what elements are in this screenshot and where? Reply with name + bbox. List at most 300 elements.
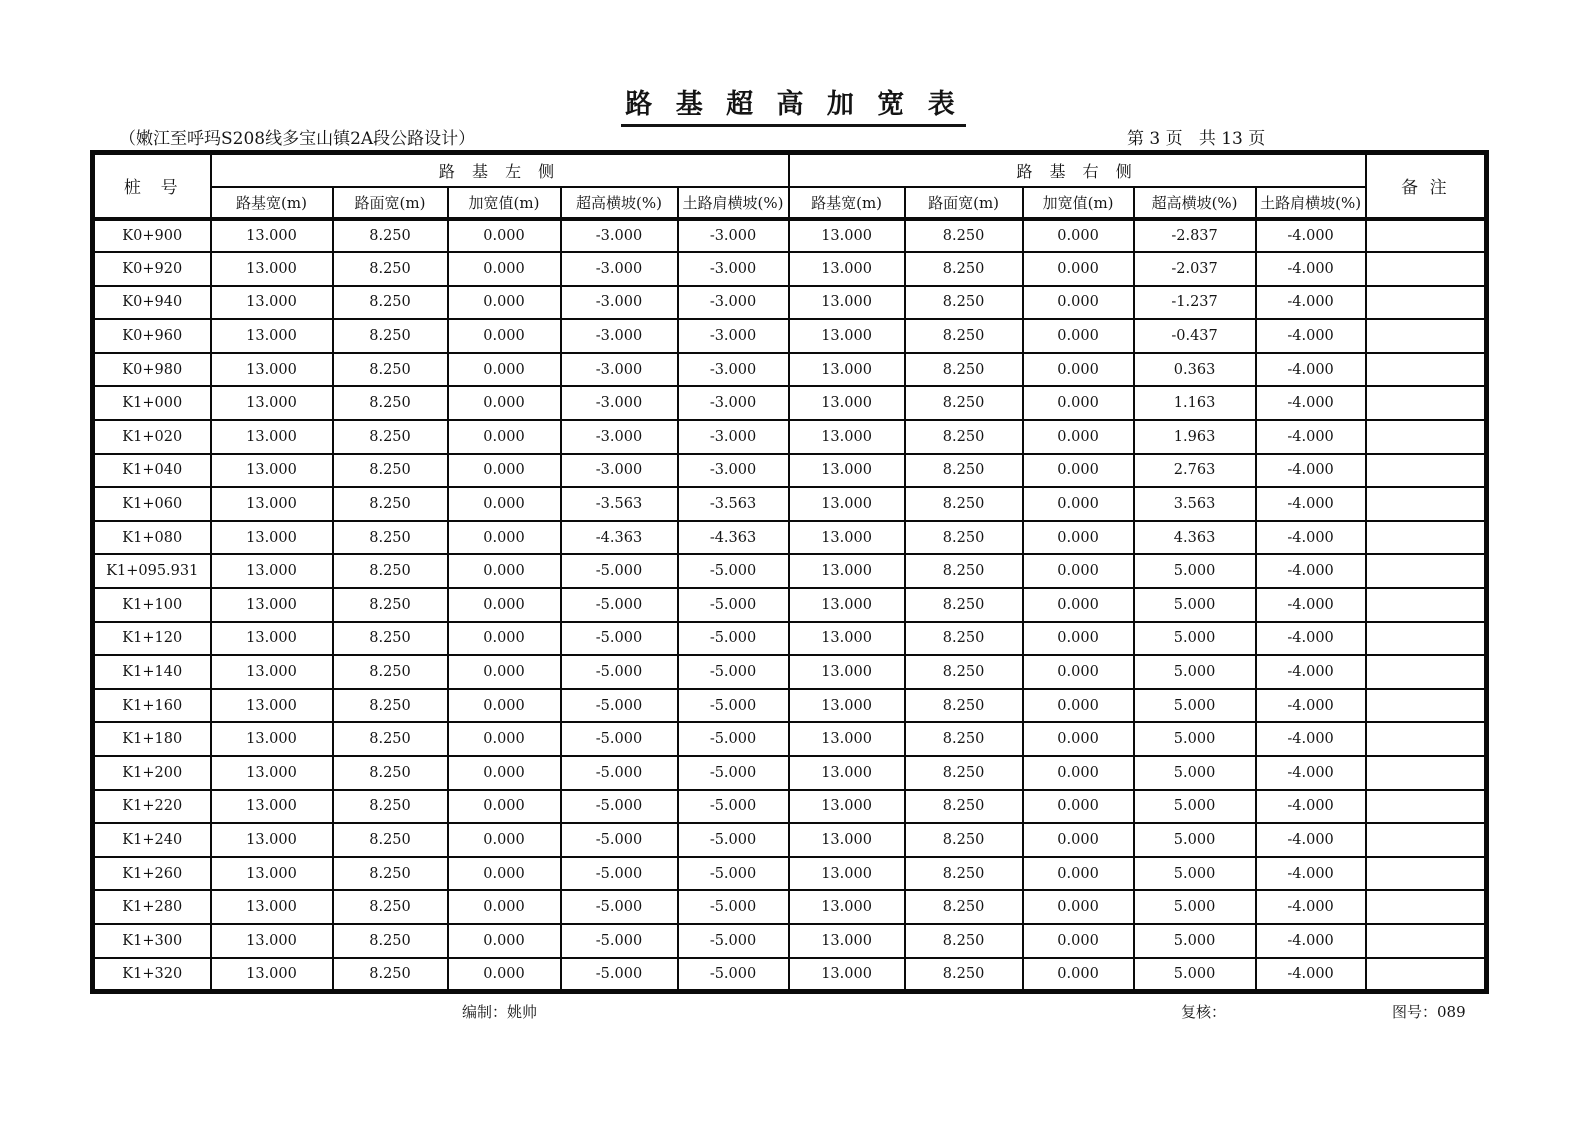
value-cell: 0.000 — [1023, 588, 1134, 622]
value-cell: 13.000 — [211, 252, 333, 286]
value-cell: -0.437 — [1134, 319, 1256, 353]
value-cell: -5.000 — [561, 655, 678, 689]
value-cell: 13.000 — [789, 823, 905, 857]
table-row — [93, 790, 1487, 824]
value-cell: 8.250 — [333, 252, 448, 286]
table-row — [93, 319, 1487, 353]
stake-cell: K1+320 — [93, 958, 211, 992]
value-cell: 13.000 — [789, 890, 905, 924]
value-cell: 0.000 — [1023, 924, 1134, 958]
value-cell: 8.250 — [333, 722, 448, 756]
stake-cell: K1+300 — [93, 924, 211, 958]
table-row — [93, 286, 1487, 320]
value-cell: 5.000 — [1134, 924, 1256, 958]
value-cell: -4.000 — [1256, 588, 1366, 622]
value-cell: 8.250 — [905, 823, 1023, 857]
value-cell: -4.363 — [561, 521, 678, 555]
value-cell: 8.250 — [333, 588, 448, 622]
stake-cell: K1+200 — [93, 756, 211, 790]
value-cell: -3.000 — [561, 353, 678, 387]
value-cell: 13.000 — [211, 286, 333, 320]
value-cell: 8.250 — [905, 353, 1023, 387]
table-row — [93, 655, 1487, 689]
header-sub-row — [93, 187, 1487, 219]
value-cell: -4.000 — [1256, 924, 1366, 958]
value-cell: 2.763 — [1134, 454, 1256, 488]
value-cell: 8.250 — [905, 286, 1023, 320]
value-cell: -3.000 — [561, 454, 678, 488]
value-cell: -4.000 — [1256, 319, 1366, 353]
value-cell: 0.000 — [1023, 420, 1134, 454]
value-cell: 5.000 — [1134, 588, 1256, 622]
remark-cell — [1366, 487, 1487, 521]
value-cell: -5.000 — [678, 655, 789, 689]
value-cell: 13.000 — [211, 219, 333, 253]
value-cell: -5.000 — [678, 823, 789, 857]
stake-cell: K0+960 — [93, 319, 211, 353]
stake-cell: K0+920 — [93, 252, 211, 286]
value-cell: 8.250 — [905, 924, 1023, 958]
value-cell: 8.250 — [333, 420, 448, 454]
value-cell: 8.250 — [333, 857, 448, 891]
value-cell: 0.000 — [448, 689, 561, 723]
value-cell: -3.000 — [561, 386, 678, 420]
value-cell: 0.000 — [448, 958, 561, 992]
value-cell: -5.000 — [678, 588, 789, 622]
value-cell: 8.250 — [333, 622, 448, 656]
value-cell: -1.237 — [1134, 286, 1256, 320]
value-cell: 13.000 — [211, 890, 333, 924]
value-cell: 8.250 — [333, 454, 448, 488]
value-cell: -3.563 — [561, 487, 678, 521]
value-cell: -5.000 — [678, 722, 789, 756]
table-row — [93, 890, 1487, 924]
value-cell: -3.000 — [678, 420, 789, 454]
value-cell: 8.250 — [905, 521, 1023, 555]
stake-cell: K1+160 — [93, 689, 211, 723]
remark-cell — [1366, 286, 1487, 320]
project-subtitle: （嫩江至呼玛S208线多宝山镇2A段公路设计） — [119, 129, 476, 149]
value-cell: 8.250 — [905, 622, 1023, 656]
value-cell: -5.000 — [561, 924, 678, 958]
value-cell: 13.000 — [789, 958, 905, 992]
table-row — [93, 622, 1487, 656]
value-cell: 0.000 — [1023, 521, 1134, 555]
value-cell: -4.000 — [1256, 722, 1366, 756]
value-cell: -3.563 — [678, 487, 789, 521]
value-cell: 8.250 — [905, 857, 1023, 891]
value-cell: 13.000 — [211, 924, 333, 958]
value-cell: -4.000 — [1256, 790, 1366, 824]
compiled-by-label: 编制：姚帅 — [462, 1003, 538, 1021]
value-cell: 8.250 — [905, 722, 1023, 756]
table-row — [93, 958, 1487, 992]
value-cell: 13.000 — [211, 353, 333, 387]
table-row — [93, 454, 1487, 488]
value-cell: -4.000 — [1256, 521, 1366, 555]
table-row — [93, 756, 1487, 790]
table-row — [93, 554, 1487, 588]
value-cell: 8.250 — [905, 219, 1023, 253]
table-row — [93, 252, 1487, 286]
value-cell: -4.000 — [1256, 756, 1366, 790]
value-cell: -4.000 — [1256, 487, 1366, 521]
value-cell: 0.000 — [448, 454, 561, 488]
stake-cell: K1+000 — [93, 386, 211, 420]
value-cell: 0.000 — [448, 252, 561, 286]
value-cell: 8.250 — [333, 487, 448, 521]
value-cell: 0.000 — [448, 420, 561, 454]
value-cell: -4.000 — [1256, 655, 1366, 689]
value-cell: 13.000 — [211, 521, 333, 555]
value-cell: 4.363 — [1134, 521, 1256, 555]
remark-cell — [1366, 655, 1487, 689]
left-roadbed-width-header: 路基宽(m) — [211, 187, 333, 219]
value-cell: -5.000 — [561, 756, 678, 790]
value-cell: -4.000 — [1256, 622, 1366, 656]
value-cell: 5.000 — [1134, 622, 1256, 656]
value-cell: 0.000 — [1023, 958, 1134, 992]
stake-cell: K1+080 — [93, 521, 211, 555]
value-cell: -5.000 — [678, 790, 789, 824]
value-cell: 13.000 — [789, 790, 905, 824]
value-cell: 8.250 — [905, 588, 1023, 622]
remark-cell — [1366, 252, 1487, 286]
value-cell: 8.250 — [333, 823, 448, 857]
value-cell: -4.000 — [1256, 890, 1366, 924]
table-row — [93, 487, 1487, 521]
value-cell: 0.000 — [448, 622, 561, 656]
stake-cell: K1+240 — [93, 823, 211, 857]
value-cell: 13.000 — [789, 756, 905, 790]
value-cell: 13.000 — [789, 386, 905, 420]
value-cell: 13.000 — [789, 521, 905, 555]
value-cell: 13.000 — [789, 219, 905, 253]
right-pavement-width-header: 路面宽(m) — [905, 187, 1023, 219]
value-cell: -3.000 — [678, 454, 789, 488]
value-cell: -3.000 — [561, 420, 678, 454]
value-cell: 8.250 — [905, 790, 1023, 824]
value-cell: -3.000 — [678, 252, 789, 286]
value-cell: 8.250 — [905, 756, 1023, 790]
value-cell: 0.000 — [448, 790, 561, 824]
value-cell: 13.000 — [789, 588, 905, 622]
value-cell: 0.000 — [448, 554, 561, 588]
left-widening-value-header: 加宽值(m) — [448, 187, 561, 219]
remark-cell — [1366, 588, 1487, 622]
value-cell: -3.000 — [561, 319, 678, 353]
value-cell: 0.000 — [448, 386, 561, 420]
value-cell: 5.000 — [1134, 790, 1256, 824]
left-pavement-width-header: 路面宽(m) — [333, 187, 448, 219]
value-cell: 0.000 — [448, 219, 561, 253]
value-cell: -3.000 — [561, 219, 678, 253]
value-cell: 0.000 — [448, 319, 561, 353]
value-cell: 0.000 — [448, 857, 561, 891]
value-cell: 13.000 — [789, 286, 905, 320]
table-row — [93, 353, 1487, 387]
value-cell: 8.250 — [333, 924, 448, 958]
value-cell: -4.000 — [1256, 554, 1366, 588]
remark-cell — [1366, 219, 1487, 253]
stake-cell: K1+060 — [93, 487, 211, 521]
value-cell: 0.000 — [1023, 454, 1134, 488]
remark-cell — [1366, 420, 1487, 454]
value-cell: -4.000 — [1256, 454, 1366, 488]
value-cell: 8.250 — [905, 386, 1023, 420]
value-cell: 8.250 — [905, 655, 1023, 689]
value-cell: 5.000 — [1134, 823, 1256, 857]
remark-cell — [1366, 823, 1487, 857]
value-cell: -5.000 — [678, 554, 789, 588]
value-cell: -3.000 — [678, 286, 789, 320]
value-cell: -2.837 — [1134, 219, 1256, 253]
value-cell: 0.000 — [1023, 219, 1134, 253]
value-cell: -4.000 — [1256, 823, 1366, 857]
value-cell: 0.000 — [1023, 286, 1134, 320]
value-cell: 5.000 — [1134, 890, 1256, 924]
value-cell: -5.000 — [678, 857, 789, 891]
stake-cell: K0+900 — [93, 219, 211, 253]
value-cell: 8.250 — [905, 252, 1023, 286]
table-row — [93, 689, 1487, 723]
value-cell: 13.000 — [789, 655, 905, 689]
stake-cell: K0+940 — [93, 286, 211, 320]
value-cell: 13.000 — [789, 252, 905, 286]
value-cell: 8.250 — [333, 319, 448, 353]
value-cell: 8.250 — [333, 554, 448, 588]
right-shoulder-slope-header: 土路肩横坡(%) — [1256, 187, 1366, 219]
value-cell: 8.250 — [333, 286, 448, 320]
left-shoulder-slope-header: 土路肩横坡(%) — [678, 187, 789, 219]
value-cell: 13.000 — [789, 554, 905, 588]
value-cell: 8.250 — [333, 689, 448, 723]
value-cell: -2.037 — [1134, 252, 1256, 286]
value-cell: 0.000 — [448, 655, 561, 689]
value-cell: 13.000 — [789, 722, 905, 756]
value-cell: 13.000 — [211, 689, 333, 723]
value-cell: 13.000 — [211, 655, 333, 689]
drawing-number-label: 图号：089 — [1392, 1003, 1466, 1021]
value-cell: 13.000 — [211, 487, 333, 521]
value-cell: 8.250 — [333, 353, 448, 387]
value-cell: 13.000 — [789, 353, 905, 387]
value-cell: 0.363 — [1134, 353, 1256, 387]
value-cell: 0.000 — [448, 756, 561, 790]
right-roadbed-width-header: 路基宽(m) — [789, 187, 905, 219]
stake-cell: K1+180 — [93, 722, 211, 756]
value-cell: -5.000 — [561, 857, 678, 891]
value-cell: -4.000 — [1256, 219, 1366, 253]
remark-cell — [1366, 689, 1487, 723]
remark-cell — [1366, 386, 1487, 420]
value-cell: 13.000 — [789, 420, 905, 454]
stake-cell: K1+120 — [93, 622, 211, 656]
value-cell: 8.250 — [333, 890, 448, 924]
stake-cell: K1+140 — [93, 655, 211, 689]
value-cell: 5.000 — [1134, 689, 1256, 723]
reviewed-by-label: 复核： — [1181, 1003, 1227, 1021]
value-cell: -4.000 — [1256, 286, 1366, 320]
value-cell: 0.000 — [448, 890, 561, 924]
value-cell: 13.000 — [789, 319, 905, 353]
value-cell: 0.000 — [1023, 823, 1134, 857]
value-cell: 13.000 — [211, 588, 333, 622]
value-cell: 0.000 — [1023, 689, 1134, 723]
value-cell: -5.000 — [678, 958, 789, 992]
value-cell: 5.000 — [1134, 655, 1256, 689]
table-row — [93, 722, 1487, 756]
value-cell: 13.000 — [789, 857, 905, 891]
value-cell: 0.000 — [448, 353, 561, 387]
value-cell: 13.000 — [789, 689, 905, 723]
remark-cell — [1366, 554, 1487, 588]
value-cell: -3.000 — [678, 219, 789, 253]
value-cell: -5.000 — [678, 689, 789, 723]
value-cell: -5.000 — [561, 554, 678, 588]
table-row — [93, 588, 1487, 622]
value-cell: 0.000 — [1023, 386, 1134, 420]
superelevation-widening-table — [90, 150, 1489, 994]
value-cell: 0.000 — [448, 722, 561, 756]
value-cell: 1.163 — [1134, 386, 1256, 420]
value-cell: 13.000 — [211, 722, 333, 756]
value-cell: -4.000 — [1256, 689, 1366, 723]
value-cell: 13.000 — [211, 554, 333, 588]
remark-cell — [1366, 521, 1487, 555]
remark-cell — [1366, 353, 1487, 387]
value-cell: 0.000 — [1023, 890, 1134, 924]
value-cell: 8.250 — [333, 790, 448, 824]
table-row — [93, 823, 1487, 857]
stake-cell: K1+280 — [93, 890, 211, 924]
value-cell: 8.250 — [333, 521, 448, 555]
value-cell: -3.000 — [678, 319, 789, 353]
stake-number-header: 桩 号 — [93, 153, 211, 219]
value-cell: 0.000 — [448, 286, 561, 320]
value-cell: 13.000 — [211, 622, 333, 656]
value-cell: 13.000 — [211, 958, 333, 992]
value-cell: 5.000 — [1134, 857, 1256, 891]
stake-cell: K1+260 — [93, 857, 211, 891]
value-cell: 0.000 — [1023, 857, 1134, 891]
value-cell: 8.250 — [333, 958, 448, 992]
value-cell: 8.250 — [905, 689, 1023, 723]
value-cell: 8.250 — [905, 487, 1023, 521]
value-cell: -5.000 — [678, 890, 789, 924]
value-cell: 5.000 — [1134, 722, 1256, 756]
value-cell: 0.000 — [448, 487, 561, 521]
value-cell: 13.000 — [211, 790, 333, 824]
value-cell: 0.000 — [1023, 790, 1134, 824]
value-cell: -5.000 — [561, 722, 678, 756]
value-cell: 0.000 — [448, 521, 561, 555]
value-cell: -5.000 — [561, 958, 678, 992]
value-cell: -3.000 — [561, 252, 678, 286]
value-cell: -5.000 — [561, 790, 678, 824]
value-cell: 13.000 — [789, 622, 905, 656]
value-cell: 13.000 — [789, 487, 905, 521]
remark-cell — [1366, 924, 1487, 958]
value-cell: 8.250 — [905, 554, 1023, 588]
page-number-info: 第 3 页 共 13 页 — [1127, 129, 1266, 149]
table-row — [93, 521, 1487, 555]
value-cell: -5.000 — [678, 622, 789, 656]
value-cell: 8.250 — [333, 756, 448, 790]
value-cell: 8.250 — [905, 319, 1023, 353]
value-cell: -3.000 — [678, 386, 789, 420]
value-cell: 8.250 — [905, 958, 1023, 992]
value-cell: -5.000 — [561, 588, 678, 622]
value-cell: 0.000 — [448, 823, 561, 857]
value-cell: 13.000 — [211, 319, 333, 353]
value-cell: 8.250 — [333, 655, 448, 689]
value-cell: 8.250 — [905, 420, 1023, 454]
value-cell: 0.000 — [1023, 655, 1134, 689]
remark-cell — [1366, 722, 1487, 756]
value-cell: 13.000 — [211, 420, 333, 454]
value-cell: 0.000 — [1023, 756, 1134, 790]
value-cell: -5.000 — [561, 890, 678, 924]
value-cell: 13.000 — [789, 454, 905, 488]
remark-cell — [1366, 319, 1487, 353]
stake-cell: K1+095.931 — [93, 554, 211, 588]
value-cell: 8.250 — [905, 890, 1023, 924]
stake-cell: K1+020 — [93, 420, 211, 454]
value-cell: -3.000 — [678, 353, 789, 387]
page-title: 路 基 超 高 加 宽 表 — [621, 82, 965, 127]
value-cell: 0.000 — [448, 588, 561, 622]
value-cell: -4.000 — [1256, 252, 1366, 286]
value-cell: 1.963 — [1134, 420, 1256, 454]
value-cell: -3.000 — [561, 286, 678, 320]
remark-cell — [1366, 958, 1487, 992]
value-cell: 13.000 — [789, 924, 905, 958]
remark-cell — [1366, 890, 1487, 924]
value-cell: 8.250 — [333, 386, 448, 420]
value-cell: 13.000 — [211, 454, 333, 488]
left-roadbed-group-header: 路 基 左 侧 — [211, 153, 789, 187]
value-cell: 0.000 — [1023, 252, 1134, 286]
value-cell: -4.363 — [678, 521, 789, 555]
table-row — [93, 219, 1487, 253]
table-row — [93, 386, 1487, 420]
remark-cell — [1366, 857, 1487, 891]
table-body — [93, 219, 1487, 992]
right-widening-value-header: 加宽值(m) — [1023, 187, 1134, 219]
value-cell: 0.000 — [448, 924, 561, 958]
value-cell: -4.000 — [1256, 420, 1366, 454]
value-cell: 5.000 — [1134, 958, 1256, 992]
table-row — [93, 857, 1487, 891]
remark-header: 备 注 — [1366, 153, 1487, 219]
value-cell: -5.000 — [678, 924, 789, 958]
stake-cell: K1+220 — [93, 790, 211, 824]
remark-cell — [1366, 790, 1487, 824]
table-row — [93, 924, 1487, 958]
right-roadbed-group-header: 路 基 右 侧 — [789, 153, 1366, 187]
value-cell: 0.000 — [1023, 353, 1134, 387]
left-superelevation-slope-header: 超高横坡(%) — [561, 187, 678, 219]
page-title-wrap — [0, 82, 1587, 127]
value-cell: 5.000 — [1134, 554, 1256, 588]
value-cell: 0.000 — [1023, 487, 1134, 521]
value-cell: 13.000 — [211, 857, 333, 891]
value-cell: 0.000 — [1023, 554, 1134, 588]
value-cell: 8.250 — [333, 219, 448, 253]
remark-cell — [1366, 622, 1487, 656]
value-cell: -5.000 — [561, 622, 678, 656]
